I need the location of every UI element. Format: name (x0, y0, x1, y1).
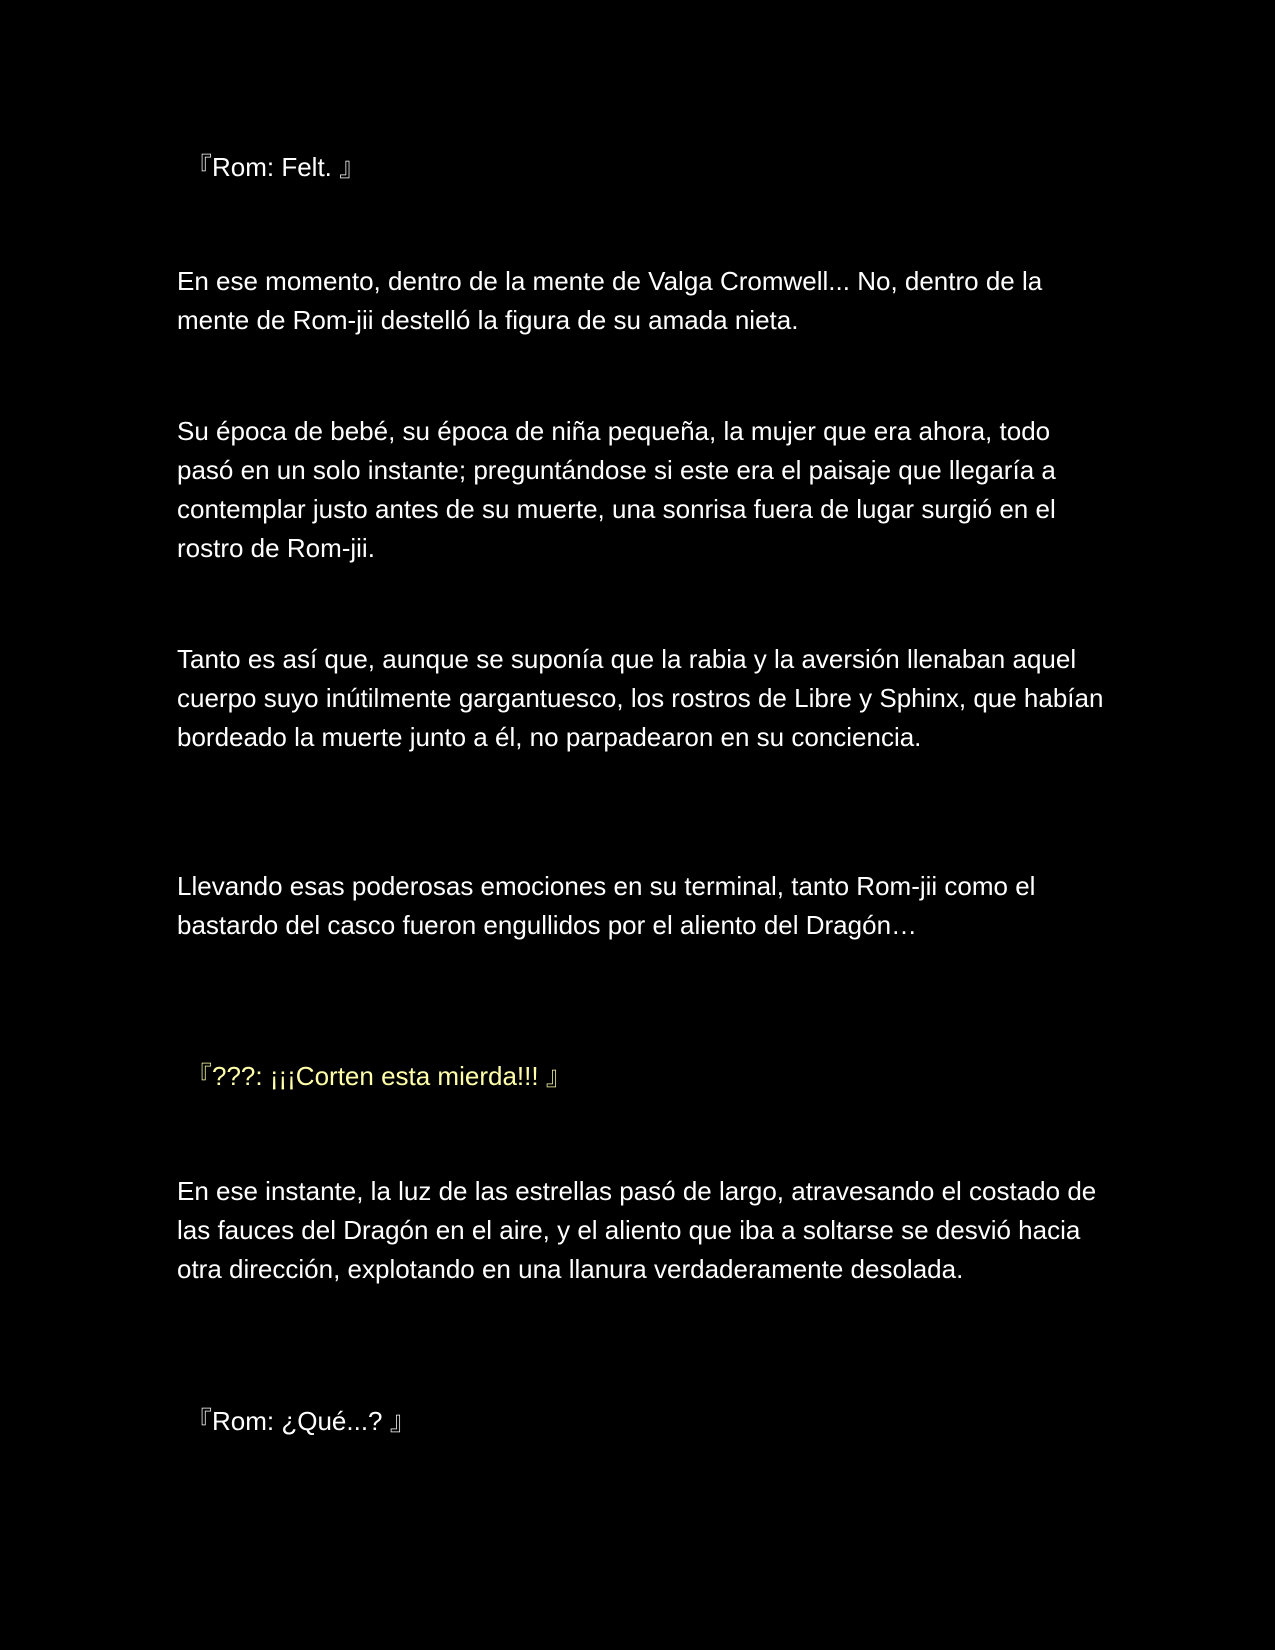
dialogue-rom-que: 『Rom: ¿Qué...? 』 (186, 1406, 416, 1436)
paragraph-starlight: En ese instante, la luz de las estrellas pasó de largo, atravesando el costado de las fauces del Dragón en el aire, y el aliento que iba a soltarse se desvió hacia otra dirección, explotando en una llanura verdaderamente desolada. (177, 1176, 1097, 1284)
paragraph-dragon-breath: Llevando esas poderosas emociones en su terminal, tanto Rom-jii como el bastardo del casco fueron engullidos por el aliento del Dragón… (177, 871, 1036, 940)
paragraph-memories: Su época de bebé, su época de niña pequeña, la mujer que era ahora, todo pasó en un solo instante; preguntándose si este era el paisaje que llegaría a contemplar justo antes de su muerte, una sonrisa fuera de lugar surgió en el rostro de Rom-jii. (177, 416, 1056, 563)
dialogue-rom-felt: 『Rom: Felt. 』 (186, 152, 366, 182)
paragraph-rage-aversion: Tanto es así que, aunque se suponía que la rabia y la aversión llenaban aquel cuerpo suyo inútilmente gargantuesco, los rostros de Libre y Sphinx, que habían bordeado la muerte junto a él, no parpadearon en su conciencia. (177, 644, 1104, 752)
paragraph-valga-mind: En ese momento, dentro de la mente de Valga Cromwell... No, dentro de la mente de Rom-jii destelló la figura de su amada nieta. (177, 266, 1043, 335)
dialogue-unknown-shout: 『???: ¡¡¡Corten esta mierda!!! 』 (186, 1061, 572, 1091)
